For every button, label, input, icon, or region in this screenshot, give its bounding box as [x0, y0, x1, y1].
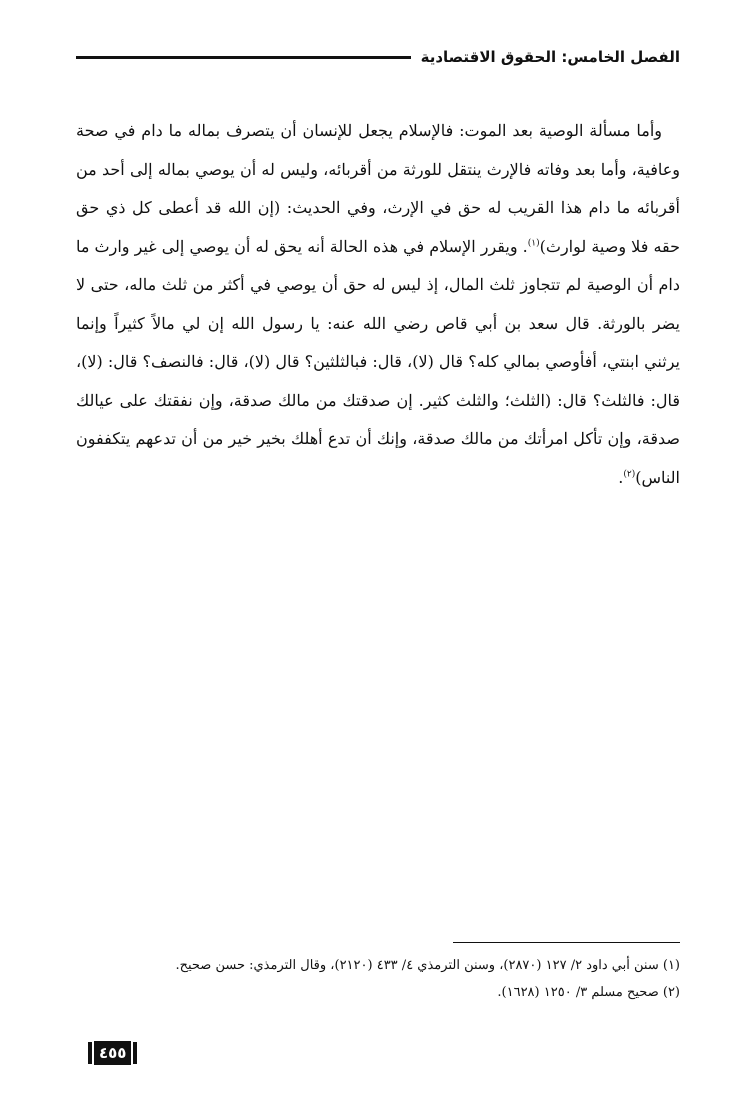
- running-header: [76, 42, 680, 72]
- footnote-2: (٢) صحيح مسلم ٣/ ١٢٥٠ (١٦٢٨).: [497, 985, 680, 1000]
- page-number-box: [88, 1040, 137, 1066]
- page-number-bar-left: [88, 1042, 92, 1064]
- body-text: [76, 112, 680, 497]
- footnote-ref-1[interactable]: (١): [527, 238, 540, 249]
- page-number-bar-right: [133, 1042, 137, 1064]
- footnote-separator: [453, 942, 680, 943]
- paragraph-main: وأما مسألة الوصية بعد الموت: فالإسلام يجعل للإنسان أن يتصرف بماله ما دام في صحة وعافية، وأما بعد وفاته فالإرث ينتقل للورثة من أقربائه، وليس له أن يوصي بماله إلى أحد من أقربائه ما دام هذا القريب له حق في الإرث، وفي الحديث: (إن الله قد أعطى كل ذي حق حقه فلا وصية لوارث): [76, 121, 681, 256]
- footnote-1: (١) سنن أبي داود ٢/ ١٢٧ (٢٨٧٠)، وسنن الترمذي ٤/ ٤٣٣ (٢١٢٠)، وقال الترمذي: حسن صحيح.: [175, 958, 680, 973]
- paragraph-continue: . ويقرر الإسلام في هذه الحالة أنه يحق له أن يوصي إلى غير وارث ما دام أن الوصية لم تتجاوز ثلث المال، إذ ليس له حق أن يوصي في أكثر من ثلث ماله، حتى لا يضر بالورثة. قال سعد بن أبي قاص رضي الله عنه: يا رسول الله إن لي مالاً كثيراً وإنما يرثني ابنتي، أفأوصي بمالي كله؟ قال (لا)، قال: فبالثلثين؟ قال (لا)، قال: فالنصف؟ قال: (لا)، قال: فالثلث؟ قال: (الثلث؛ والثلث كثير. إن صدقتك من مالك صدقة، وإن نفقتك على عيالك صدقة، وإن تأكل امرأتك من مالك صدقة، وإنك أن تدع أهلك بخير خير من أن تدعهم يتكففون الناس): [76, 236, 681, 487]
- footnotes: [76, 952, 680, 1006]
- footnote-ref-2[interactable]: (٢): [623, 469, 636, 480]
- header-rule: [76, 56, 411, 59]
- chapter-title: الفصل الخامس: الحقوق الاقتصادية: [420, 48, 680, 66]
- paragraph-end: .: [618, 467, 624, 487]
- body-paragraph: [76, 112, 680, 497]
- page-number: ٤٥٥: [94, 1041, 131, 1065]
